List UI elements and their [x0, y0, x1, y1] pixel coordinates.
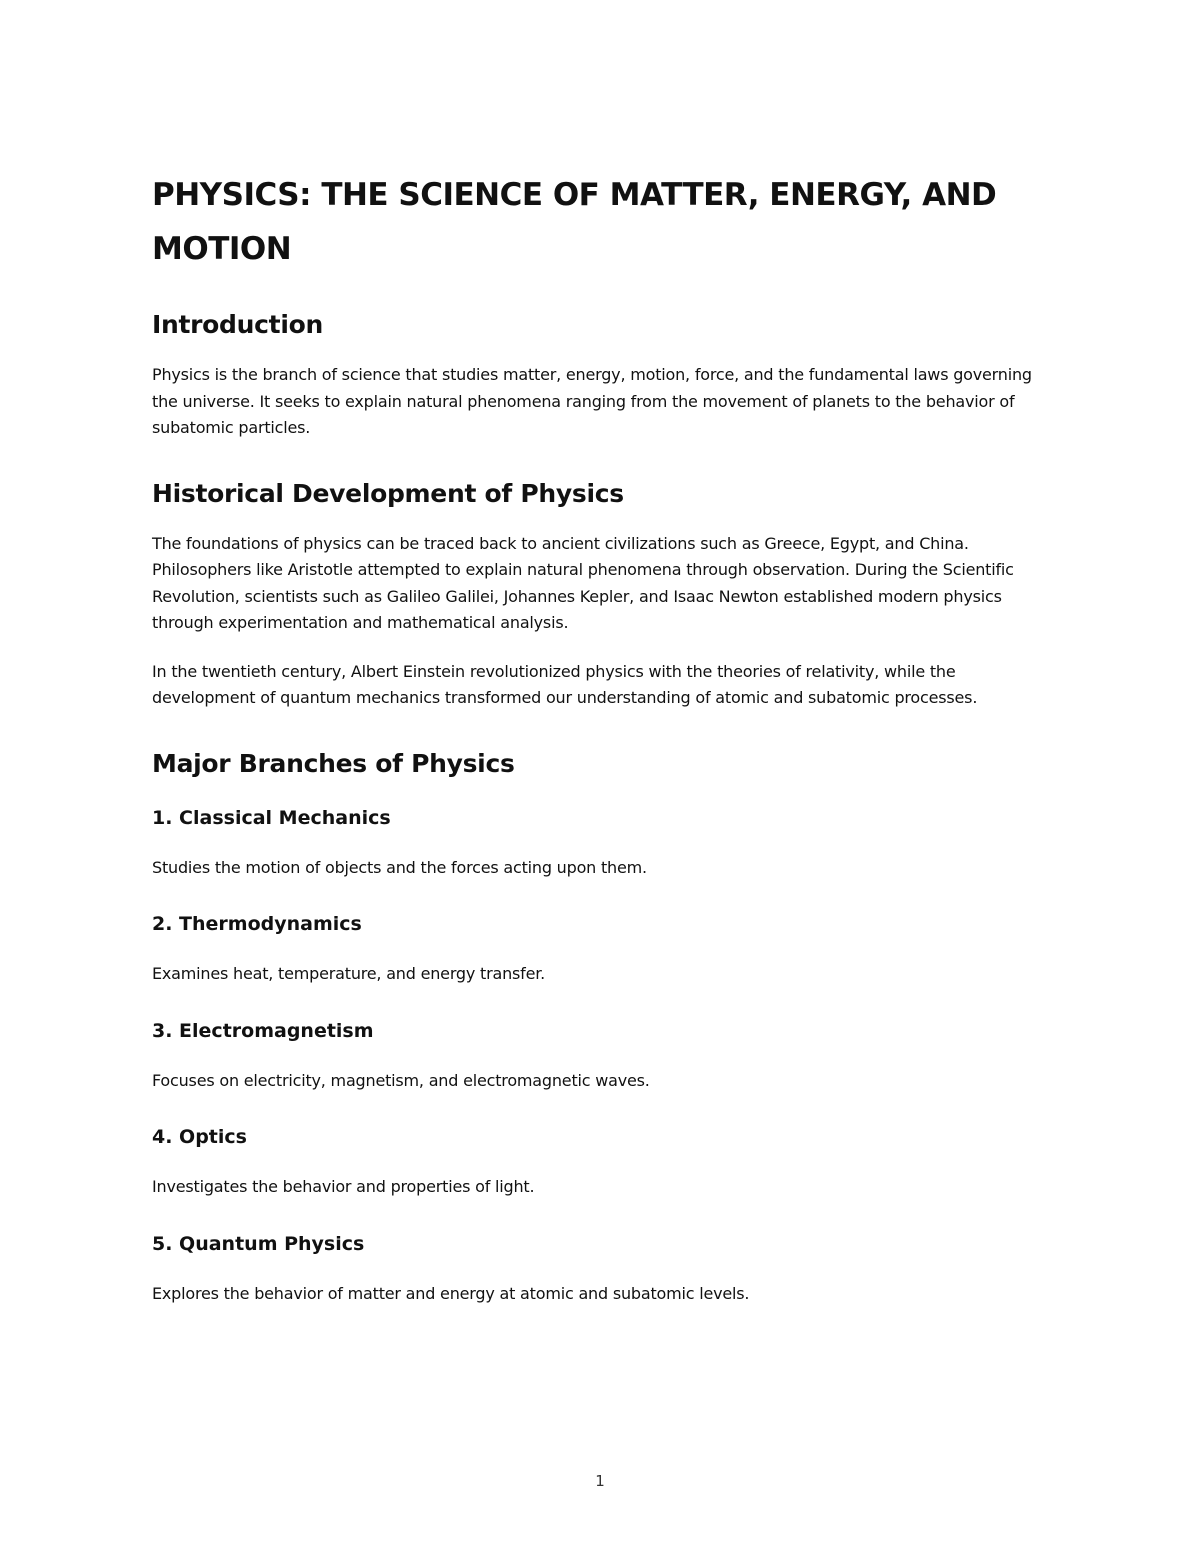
- history-paragraph-2: In the twentieth century, Albert Einstein revolutionized physics with the theories of relativity, while the development of quantum mechanics transformed our understanding of atomic and subatomic processes.: [152, 661, 978, 707]
- branch-title-optics: 4. Optics: [152, 1126, 247, 1148]
- branch-title-classical-mechanics: 1. Classical Mechanics: [152, 806, 391, 829]
- branch-title-electromagnetism: 3. Electromagnetism: [152, 1019, 374, 1042]
- branch-description-optics: Investigates the behavior and properties of light.: [152, 1177, 535, 1196]
- introduction-heading: Introduction: [152, 310, 323, 339]
- branches-heading: Major Branches of Physics: [152, 748, 515, 778]
- branch-description-classical-mechanics: Studies the motion of objects and the forces acting upon them.: [152, 857, 647, 877]
- document-page: [152, 168, 1052, 1307]
- document-title: PHYSICS: THE SCIENCE OF MATTER, ENERGY, AND MOTION: [152, 177, 997, 267]
- branch-title-thermodynamics: 2. Thermodynamics: [152, 913, 362, 935]
- page-number: 1: [595, 1472, 605, 1490]
- branch-description-quantum-physics: Explores the behavior of matter and energy at atomic and subatomic levels.: [152, 1283, 750, 1303]
- history-paragraph-1: The foundations of physics can be traced back to ancient civilizations such as Greece, Egypt, and China. Philosophers like Aristotle attempted to explain natural phenomena through observation. During the Scientific Revolution, scientists such as Galileo Galilei, Johannes Kepler, and Isaac Newton established modern physics through experimentation and mathematical analysis.: [152, 533, 1014, 632]
- branch-description-thermodynamics: Examines heat, temperature, and energy transfer.: [152, 964, 546, 983]
- introduction-paragraph: Physics is the branch of science that studies matter, energy, motion, force, and the fundamental laws governing the universe. It seeks to explain natural phenomena ranging from the movement of planets to the behavior of subatomic particles.: [152, 365, 1032, 437]
- branch-title-quantum-physics: 5. Quantum Physics: [152, 1232, 365, 1255]
- history-heading: Historical Development of Physics: [152, 478, 624, 508]
- branch-description-electromagnetism: Focuses on electricity, magnetism, and electromagnetic waves.: [152, 1070, 650, 1090]
